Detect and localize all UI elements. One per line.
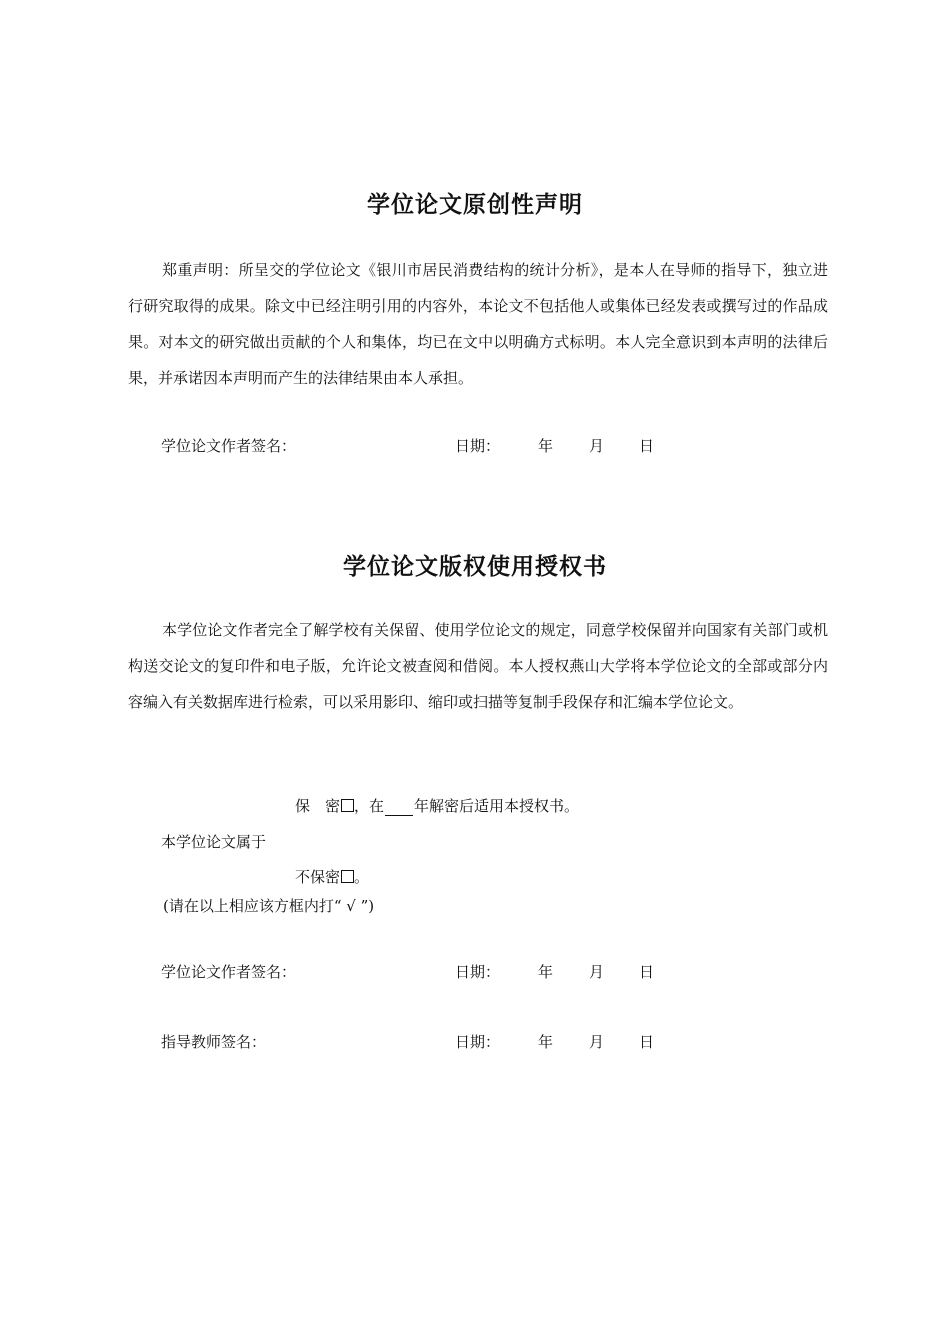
not-secret-option-suffix: 。 bbox=[354, 868, 370, 886]
declaration-day: 日 bbox=[639, 437, 655, 455]
declaration-title: 学位论文原创性声明 bbox=[367, 192, 583, 218]
not-secret-option-label: 不保密 bbox=[295, 868, 341, 886]
authorization-body: 本学位论文作者完全了解学校有关保留、使用学位论文的规定，同意学校保留并向国家有关部门或机构送交论文的复印件和电子版，允许论文被查阅和借阅。本人授权燕山大学将本学位论文的全部或部分内容编入有关数据库进行检索，可以采用影印、缩印或扫描等复制手段保存和汇编本学位论文。 bbox=[128, 621, 828, 711]
declaration-month: 月 bbox=[589, 437, 605, 455]
check-hint: (请在以上相应该方框内打“ √ ”) bbox=[163, 897, 375, 915]
advisor-signature-label: 指导教师签名： bbox=[161, 1033, 267, 1051]
not-secret-checkbox[interactable] bbox=[341, 870, 354, 883]
declaration-date-label: 日期： bbox=[455, 437, 501, 455]
author-signature-label: 学位论文作者签名： bbox=[161, 963, 297, 981]
declaration-body: 郑重声明：所呈交的学位论文《银川市居民消费结构的统计分析》，是本人在导师的指导下，独立进行研究取得的成果。除文中已经注明引用的内容外，本论文不包括他人或集体已经发表或撰写过的作品成果。对本文的研究做出贡献的个人和集体，均已在文中以明确方式标明。本人完全意识到本声明的法律后果，并承诺因本声明而产生的法律结果由本人承担。 bbox=[128, 261, 828, 387]
author-year: 年 bbox=[538, 963, 554, 981]
advisor-day: 日 bbox=[639, 1033, 655, 1051]
author-date-label: 日期： bbox=[455, 963, 501, 981]
advisor-date-label: 日期： bbox=[455, 1033, 501, 1051]
secret-option-mid: ，在 bbox=[354, 797, 385, 815]
secret-option-line bbox=[295, 795, 579, 816]
secret-option-label: 保 密 bbox=[295, 797, 341, 815]
advisor-year: 年 bbox=[538, 1033, 554, 1051]
secret-option-suffix: 年解密后适用本授权书。 bbox=[414, 797, 580, 815]
secret-years-blank[interactable] bbox=[385, 801, 413, 816]
secret-checkbox[interactable] bbox=[341, 799, 354, 812]
advisor-month: 月 bbox=[589, 1033, 605, 1051]
belongs-label: 本学位论文属于 bbox=[161, 833, 267, 851]
author-month: 月 bbox=[589, 963, 605, 981]
declaration-signature-label: 学位论文作者签名： bbox=[161, 437, 297, 455]
declaration-year: 年 bbox=[538, 437, 554, 455]
author-day: 日 bbox=[639, 963, 655, 981]
authorization-title: 学位论文版权使用授权书 bbox=[343, 554, 607, 580]
not-secret-option-line bbox=[295, 866, 369, 887]
